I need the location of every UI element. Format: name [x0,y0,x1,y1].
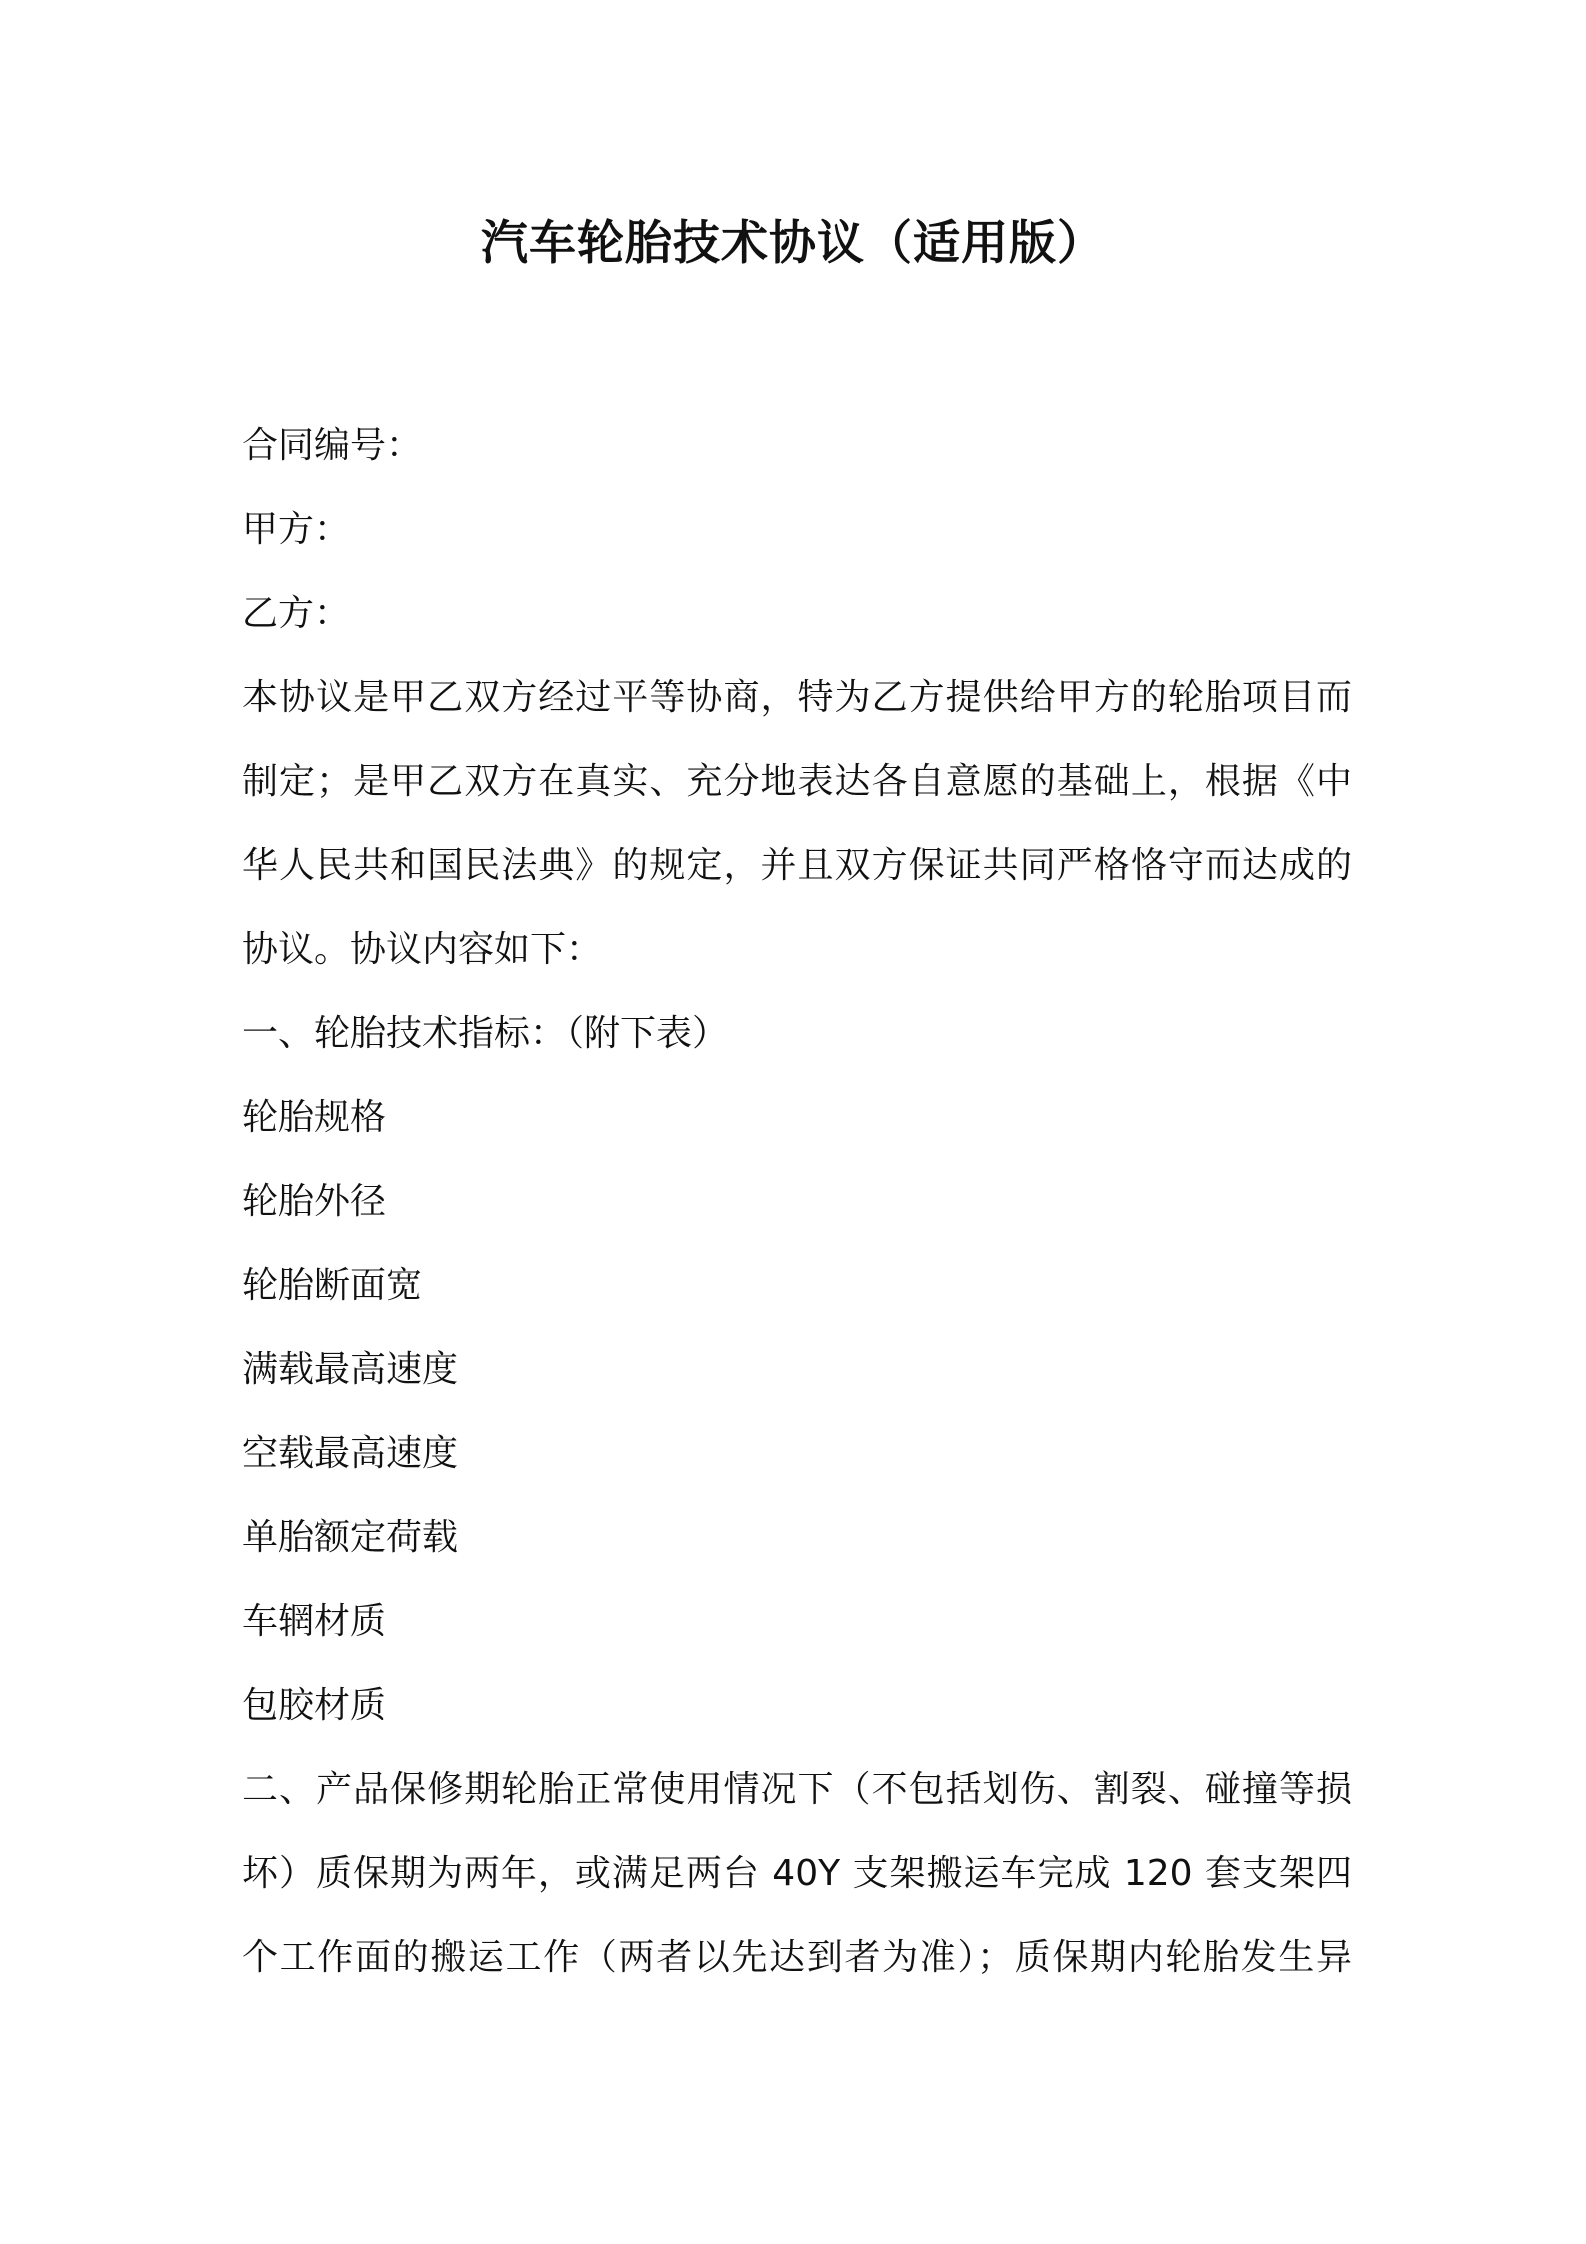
document-body [242,404,1352,2000]
spec-item: 轮胎断面宽 [242,1265,423,1306]
party-a-field: 甲方： [242,509,351,550]
spec-item: 包胶材质 [242,1685,387,1726]
spec-item: 空载最高速度 [242,1433,459,1474]
section-1-heading: 一、轮胎技术指标：（附下表） [242,1013,729,1054]
party-b-field: 乙方： [242,593,351,634]
spec-item: 满载最高速度 [242,1349,459,1390]
contract-number-field: 合同编号： [242,425,423,466]
intro-line: 协议。协议内容如下： [242,929,603,970]
intro-line: 华人民共和国民法典》的规定，并且双方保证共同严格恪守而达成的 [242,845,1352,886]
document-title: 汽车轮胎技术协议（适用版） [481,216,1105,271]
section-2-line: 二、产品保修期轮胎正常使用情况下（不包括划伤、割裂、碰撞等损 [242,1769,1352,1810]
section-2-line: 坏）质保期为两年，或满足两台 40Y 支架搬运车完成 120 套支架四 [242,1853,1352,1894]
spec-item: 轮胎外径 [242,1181,387,1222]
intro-line: 制定；是甲乙双方在真实、充分地表达各自意愿的基础上，根据《中 [242,761,1352,802]
section-2-line: 个工作面的搬运工作（两者以先达到者为准）；质保期内轮胎发生异 [242,1937,1352,1978]
spec-item: 车辋材质 [242,1601,387,1642]
intro-line: 本协议是甲乙双方经过平等协商，特为乙方提供给甲方的轮胎项目而 [242,677,1352,718]
spec-item: 单胎额定荷载 [242,1517,459,1558]
spec-item: 轮胎规格 [242,1097,387,1138]
